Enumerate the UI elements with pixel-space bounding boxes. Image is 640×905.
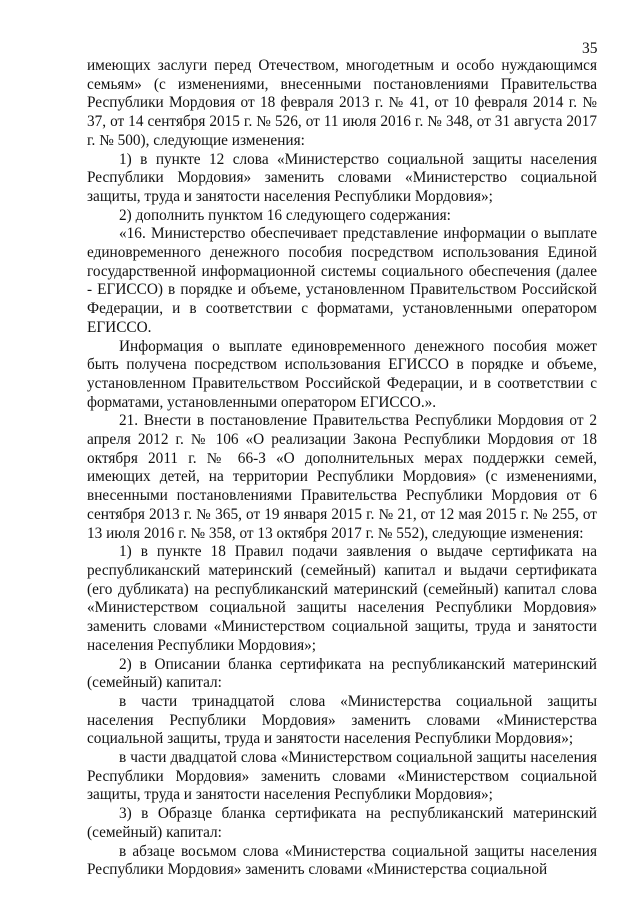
paragraph: в абзаце восьмом слова «Министерства социальной защиты населения Республики Мордовия» заменить словами «Министерства социальной	[87, 842, 597, 879]
paragraph: в части тринадцатой слова «Министерства социальной защиты населения Республики Мордовия» заменить словами «Министерства социальной защиты, труда и занятости населения Республики Мордовия»;	[87, 692, 597, 748]
paragraph: 3) в Образце бланка сертификата на республиканский материнский (семейный) капитал:	[87, 805, 597, 841]
paragraph: 1) в пункте 12 слова «Министерство социальной защиты населения Республики Мордовия» заменить словами «Министерство социальной защиты, труда и занятости населения Республики Мордовия»;	[87, 150, 597, 205]
paragraph: 2) дополнить пунктом 16 следующего содержания:	[119, 206, 451, 224]
paragraph: «16. Министерство обеспечивает представление информации о выплате единовременного денежного пособия посредством использования Единой государственной информационной системы социального обеспечения (далее - ЕГИССО) в порядке и объеме, установленном Правительством Российской Федерации, и в соответствии с форматами, установленными оператором ЕГИССО.	[87, 225, 597, 336]
paragraph: имеющих заслуги перед Отечеством, многодетным и особо нуждающимся семьям» (с изменениями, внесенными постановлениями Правительства Республики Мордовия от 18 февраля 2013 г. № 41, от 10 февраля 2014 г. № 37, от 14 сентября 2015 г. № 526, от 11 июля 2016 г. № 348, от 31 августа 2017 г. № 500), следующие изменения:	[87, 57, 597, 149]
document-body	[87, 57, 597, 880]
page-number: 35	[582, 40, 598, 57]
paragraph: 2) в Описании бланка сертификата на республиканский материнский (семейный) капитал:	[87, 655, 597, 692]
paragraph: 1) в пункте 18 Правил подачи заявления о выдаче сертификата на республиканский материнский (семейный) капитал и выдачи сертификата (его дубликата) на республиканский материнский (семейный) капитал слова «Министерством социальной защиты населения Республики Мордовия» заменить словами «Министерством социальной защиты, труда и занятости населения Республики Мордовия»;	[87, 543, 597, 654]
paragraph: в части двадцатой слова «Министерством социальной защиты населения Республики Мордовия» заменить словами «Министерством социальной защиты, труда и занятости населения Республики Мордовия»;	[87, 749, 597, 804]
paragraph: Информация о выплате единовременного денежного пособия может быть получена посредством использования ЕГИССО в порядке и объеме, установленном Правительством Российской Федерации, и в соответствии с форматами, установленными оператором ЕГИССО.».	[87, 337, 597, 411]
paragraph: 21. Внести в постановление Правительства Республики Мордовия от 2 апреля 2012 г. № 106 «О реализации Закона Республики Мордовия от 18 октября 2011 г. № 66-З «О дополнительных мерах поддержки семей, имеющих детей, на территории Республики Мордовия» (с изменениями, внесенными постановлениями Правительства Республики Мордовия от 6 сентября 2013 г. № 365, от 19 января 2015 г. № 21, от 12 мая 2015 г. № 255, от 13 июля 2016 г. № 358, от 13 октября 2017 г. № 552), следующие изменения:	[87, 412, 597, 542]
